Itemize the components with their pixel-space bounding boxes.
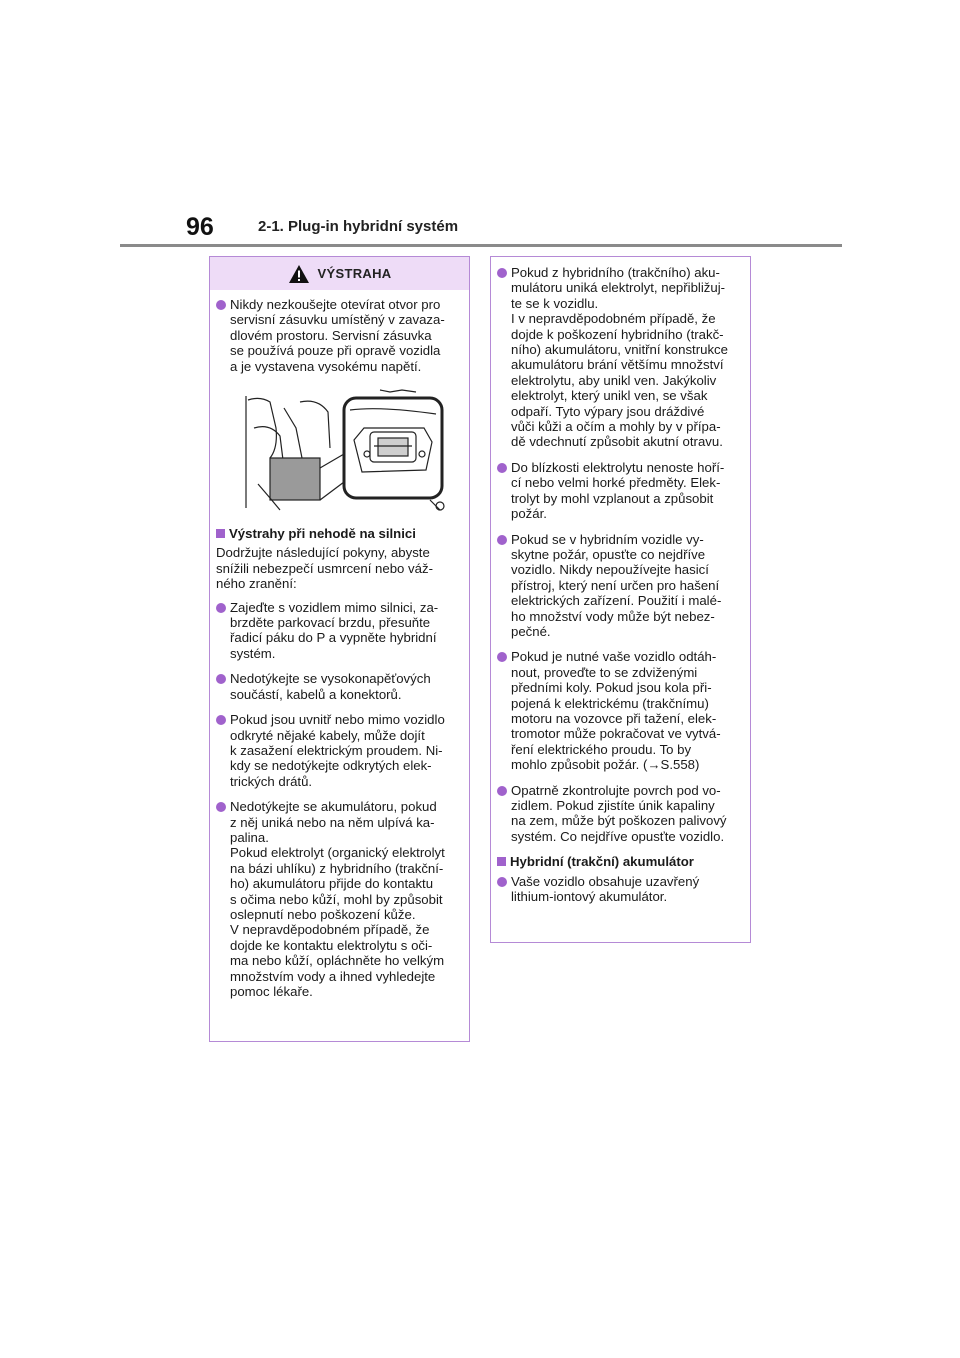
bullet-dot-icon	[497, 877, 507, 887]
subheading-text: Hybridní (trakční) akumulátor	[510, 854, 694, 870]
bullet-dot-icon	[497, 268, 507, 278]
bullet-dot-icon	[497, 786, 507, 796]
list-item	[497, 460, 744, 522]
bullet-dot-icon	[216, 300, 226, 310]
bullet-dot-icon	[216, 715, 226, 725]
bullet-dot-icon	[216, 802, 226, 812]
bullet-text: Nedotýkejte se vysokonapěťových součástí, kabelů a konektorů.	[230, 671, 431, 702]
warning-box-left	[209, 256, 470, 1042]
bullet-dot-icon	[216, 603, 226, 613]
square-marker-icon	[497, 857, 506, 866]
warning-box-right	[490, 256, 751, 943]
bullet-text: Vaše vozidlo obsahuje uzavřený lithium-iontový akumulátor.	[511, 873, 700, 905]
subheading-text: Výstrahy při nehodě na silnici	[229, 526, 416, 542]
square-marker-icon	[216, 529, 225, 538]
section-title: 2-1. Plug-in hybridní systém	[258, 218, 459, 235]
list-item	[497, 649, 744, 772]
list-item	[216, 799, 463, 999]
header-rule	[120, 244, 842, 247]
subheading	[216, 526, 463, 541]
bullet-text: Pokud jsou uvnitř nebo mimo vozidlo odkryté nějaké kabely, může dojít k zasažení elektrickým proudem. Ni- kdy se nedotýkejte odkrytých elek- trických drátů.	[230, 712, 445, 789]
warning-triangle-icon	[288, 264, 310, 284]
bullet-dot-icon	[497, 535, 507, 545]
bullet-dot-icon	[216, 674, 226, 684]
bullet-text: Opatrně zkontrolujte povrch pod vo- zidlem. Pokud zjistíte únik kapaliny na zem, může být poškozen palivový systém. Co nejdříve opusťte vozidlo.	[511, 782, 727, 844]
bullet-text: Pokud se v hybridním vozidle vy- skytne požár, opusťte co nejdříve vozidlo. Nikdy nepoužívejte hasicí přístroj, který není určen pro hašení elektrických zařízení. Použití i malé- ho množství vody může být nebez- pečné.	[511, 531, 722, 639]
bullet-text: Zajeďte s vozidlem mimo silnici, za- brzděte parkovací brzdu, přesuňte řadicí páku do P a vypněte hybridní systém.	[230, 599, 439, 661]
bullet-text: Pokud je nutné vaše vozidlo odtáh- nout, proveďte to se zdviženými předními koly. Pokud jsou kola při- pojená k elektrickému (trakčnímu) motoru na vozovce při tažení, elek- tromotor může pokračovat ve vytvá- ření elektrického proudu. To by mohlo způsobit požár. (→S.558)	[511, 649, 721, 773]
list-item	[497, 783, 744, 845]
list-item	[216, 297, 463, 374]
luggage-compartment-illustration	[240, 388, 450, 516]
list-item	[216, 600, 463, 662]
list-item	[497, 265, 744, 450]
bullet-dot-icon	[497, 463, 507, 473]
bullet-text: Nedotýkejte se akumulátoru, pokud z něj uniká nebo na něm ulpívá ka- palina. Pokud elektrolyt (organický elektrolyt na bázi uhlíku) z hybridního (trakční- ho) akumulátoru přijde do kontaktu s očima nebo kůží, mohl by způsobit oslepnutí nebo poškození kůže. V nepravděpodobném případě, že dojde ke kontaktu elektrolytu s oči- ma nebo kůží, opláchněte ho velkým množstvím vody a ihned vyhledejte pomoc lékaře.	[230, 799, 445, 999]
bullet-text: Pokud z hybridního (trakčního) aku- mulátoru uniká elektrolyt, nepřibližuj- te se k vozidlu. I v nepravděpodobném případě, že dojde k poškození hybridního (trakč- ního) akumulátoru, vnitřní konstrukce akumulátoru brání většímu množství elektrolytu, aby unikl ven. Jakýkoliv elektrolyt, který unikl ven, se však odpaří. Tyto výpary jsou dráždivé vůči kůži a očím a mohly by v přípa- dě vdechnutí způsobit akutní otravu.	[511, 265, 728, 450]
page-number: 96	[186, 213, 214, 241]
warning-heading: VÝSTRAHA	[317, 266, 392, 281]
bullet-dot-icon	[497, 652, 507, 662]
list-item	[497, 874, 744, 905]
bullet-text: Do blízkosti elektrolytu nenoste hoří- cí nebo velmi horké předměty. Elek- trolyt by mohl vzplanout a způsobit požár.	[511, 459, 725, 522]
list-item	[216, 671, 463, 702]
list-item	[216, 712, 463, 789]
list-item	[497, 532, 744, 640]
warning-header	[210, 257, 469, 290]
subheading	[497, 854, 744, 869]
paragraph: Dodržujte následující pokyny, abyste snížili nebezpečí usmrcení nebo váž- ného zranění:	[216, 545, 433, 592]
bullet-text: Nikdy nezkoušejte otevírat otvor pro servisní zásuvku umístěný v zavaza- dlovém prostoru. Servisní zásuvka se používá pouze při opravě vozidla a je vystavena vysokému napětí.	[230, 297, 445, 374]
